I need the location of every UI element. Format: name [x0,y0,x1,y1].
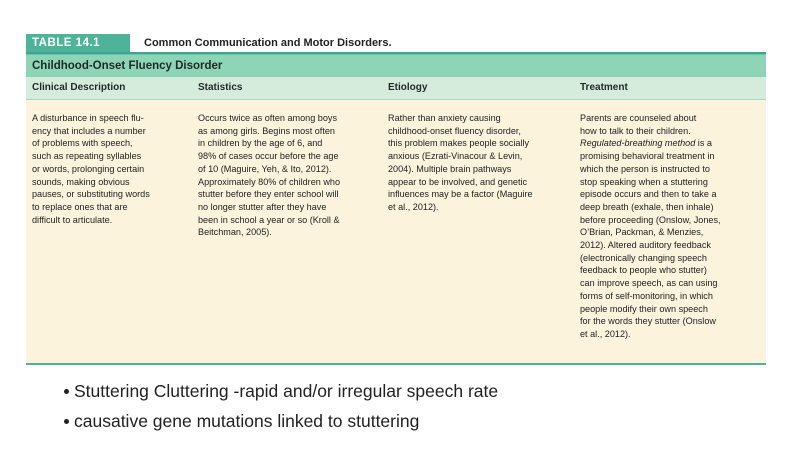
table-body-row [26,100,766,365]
header-etiology: Etiology [388,82,428,93]
header-treatment: Treatment [580,82,628,93]
treatment-lead: Parents are counseled about how to talk to their children. [580,113,697,136]
section-heading: Childhood-Onset Fluency Disorder [26,54,766,77]
bullet-list [64,376,498,436]
column-header-row [26,77,766,100]
bullet-item [64,376,498,406]
disorders-table [26,34,766,365]
table-title-row [26,34,766,52]
bullet-dot-icon [64,419,69,424]
cell-etiology: Rather than anxiety causing childhood-onset fluency disorder, this problem makes people socially anxious (Ezrati-Vinacour & Levin, 2004). Multiple brain pathways appear to be involved, and genetic influences may be a factor (Maguire et al., 2012). [388,113,533,212]
cell-treatment [574,100,766,363]
bullet-text: causative gene mutations linked to stuttering [74,410,420,431]
bullet-item [64,406,498,436]
header-clinical-description: Clinical Description [32,82,126,93]
table-caption: Common Communication and Motor Disorders. [144,37,392,49]
table-number-tag: TABLE 14.1 [26,34,130,52]
treatment-method-emphasis: Regulated-breathing method [580,138,696,149]
treatment-rest: is a promising behavioral treatment in which the person is instructed to stop speaking when a stuttering episode occurs and then to take a deep breath (exhale, then inhale) before proceeding (Onslow, Jones, O’Brian, Packman, & Menzies, 2012). Altered auditory feedback (electronically changing speech feedback to people who stutter) can improve speech, as can using forms of self-monitoring, in which people modify their own speech for the words they stutter (Onslow et al., 2012). [580,138,721,339]
bullet-dot-icon [64,389,69,394]
cell-clinical-description: A disturbance in speech flu- ency that includes a number of problems with speech, such as repeating syllables or words, prolonging certain sounds, making obvious pauses, or substituting words to replace ones that are difficult to articulate. [32,113,150,225]
header-statistics: Statistics [198,82,243,93]
bullet-text: Stuttering Cluttering -rapid and/or irregular speech rate [74,380,499,401]
cell-statistics: Occurs twice as often among boys as among girls. Begins most often in children by the age of 6, and 98% of cases occur before the age of 10 (Maguire, Yeh, & Ito, 2012). Approximately 80% of children who stutter before they enter school will no longer stutter after they have been in school a year or so (Kroll & Beitchman, 2005). [198,113,341,238]
